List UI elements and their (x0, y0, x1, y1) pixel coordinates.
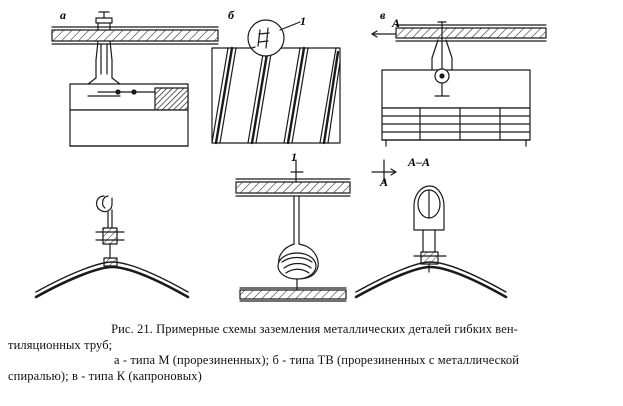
section-view-a-a-label: А–А (408, 155, 431, 169)
panel-a-drawing (52, 12, 218, 146)
caption-line-2: тиляционных труб; (8, 337, 113, 352)
lower-left-drawing (36, 196, 188, 297)
callout-lower-middle-1: 1 (291, 150, 297, 164)
figure-caption (0, 322, 623, 384)
panel-label-a: а (60, 8, 66, 22)
panel-b-drawing (212, 20, 340, 143)
section-mark-a-top: А (392, 16, 401, 30)
panel-label-b: б (228, 8, 234, 22)
caption-line-1: Рис. 21. Примерные схемы заземления металлических деталей гибких вен- (111, 322, 518, 336)
caption-line-3: а - типа М (прорезиненных); б - типа ТВ (прорезиненных с металлической (113, 353, 520, 367)
section-mark-a-bottom: А (380, 175, 389, 189)
callout-b-1: 1 (300, 14, 306, 28)
panel-v-drawing (372, 22, 546, 182)
lower-right-drawing (356, 186, 506, 297)
lower-middle-drawing (236, 160, 350, 301)
caption-line-4: спиралью); в - типа К (капроновых) (8, 368, 202, 383)
panel-label-v: в (380, 8, 386, 22)
